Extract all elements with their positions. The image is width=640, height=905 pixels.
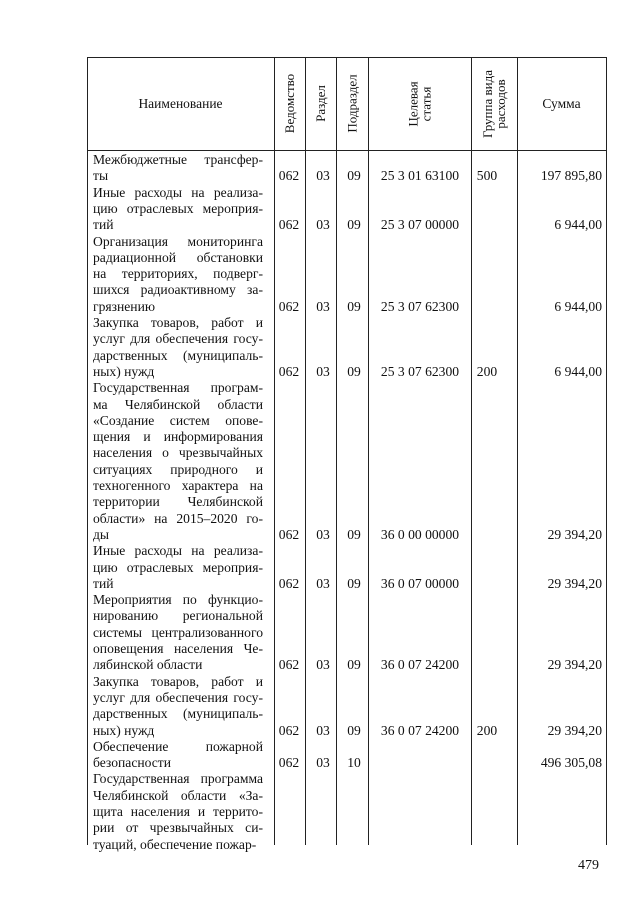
header-razdel [305,57,336,150]
header-cel-line2: статья [418,86,434,121]
row-7-razdel: 03 [316,722,330,738]
col-border-right [606,57,607,845]
row-6-razdel: 03 [316,657,330,673]
row-7-cel: 36 0 07 24200 [380,722,460,738]
row-7-grp: 200 [476,722,498,738]
header-ved [274,57,305,150]
row-5-name-line: тий [93,575,114,591]
row-1-name-line: цию отраслевых мероприя- [93,200,263,216]
row-7-sum: 29 394,20 [547,722,602,738]
row-3-name-line: услуг для обеспечения госу- [93,331,263,347]
row-8-razdel: 03 [316,755,330,771]
header-cel-text [406,81,432,126]
row-7-ved: 062 [278,722,300,738]
row-8-sum: 496 305,08 [540,755,602,771]
row-2-podrazdel: 09 [347,298,361,314]
row-5-razdel: 03 [316,575,330,591]
row-3-name-line: ных) нужд [93,363,155,379]
row-0-name-line: Межбюджетные трансфер- [93,152,263,167]
header-name [87,57,274,150]
row-8-name-line: Обеспечение пожарной [93,738,263,754]
row-4-name-line: «Создание систем опове- [93,412,263,428]
header-podrazdel [336,57,368,150]
header-sum-text: Сумма [542,95,581,111]
row-9-name-line: Челябинской области «За- [93,787,263,803]
row-6-name-line: Мероприятия по функцио- [93,592,263,608]
row-0-ved: 062 [278,168,300,184]
row-4-name-line: области» на 2015–2020 го- [93,510,263,526]
row-3-name-line: Закупка товаров, работ и [93,315,263,330]
row-0-sum: 197 895,80 [540,168,602,184]
header-ved-text: Ведомство [282,73,297,134]
col-border-ved [305,57,306,845]
row-2-ved: 062 [278,298,300,314]
row-0-grp: 500 [476,168,498,184]
row-8-podrazdel: 10 [347,755,361,771]
row-7-name-line: услуг для обеспечения госу- [93,689,263,705]
row-4-name-line: территории Челябинской [93,494,263,510]
row-6-name-line: системы централизованного [93,624,263,640]
row-4-cel: 36 0 00 00000 [380,526,460,542]
row-0-name-line: ты [93,168,109,184]
row-3-ved: 062 [278,363,300,379]
row-6-ved: 062 [278,657,300,673]
row-4-name-line: населения о чрезвычайных [93,445,263,461]
row-6-name-line: лябинской области [93,657,203,673]
row-2-sum: 6 944,00 [554,298,602,314]
row-6-sum: 29 394,20 [547,657,602,673]
row-3-razdel: 03 [316,363,330,379]
row-6-name-line: нированию региональной [93,608,263,624]
row-2-name-line: грязнению [93,298,156,314]
row-2-razdel: 03 [316,298,330,314]
header-razdel-text: Раздел [313,85,328,122]
header-sum [517,57,606,150]
row-2-name-line: шихся радиоактивному за- [93,282,263,298]
row-9-name-line: рии от чрезвычайных си- [93,820,263,836]
row-1-name-line: тий [93,217,114,233]
header-grp-line1: Группа вида [480,69,496,138]
row-7-podrazdel: 09 [347,722,361,738]
header-cel-line1: Целевая [405,80,421,127]
row-1-name-line: Иные расходы на реализа- [93,184,263,200]
row-2-cel: 25 3 07 62300 [380,298,460,314]
row-0-razdel: 03 [316,168,330,184]
header-bottom-border [87,150,606,151]
row-4-name-line: техногенного характера на [93,478,263,493]
col-border-razdel [336,57,337,845]
header-grp [471,57,517,150]
row-2-name-line: на территориях, подверг- [93,266,263,282]
row-4-name-line: ды [93,526,110,542]
row-4-ved: 062 [278,526,300,542]
row-1-podrazdel: 09 [347,217,361,233]
row-5-name-line: цию отраслевых мероприя- [93,559,263,575]
row-7-name-line: дарственных (муниципаль- [93,706,263,722]
row-5-sum: 29 394,20 [547,575,602,591]
header-cel [368,57,471,150]
row-5-name-line: Иные расходы на реализа- [93,543,263,559]
row-3-grp: 200 [476,363,498,379]
row-6-podrazdel: 09 [347,657,361,673]
row-4-name-line: Государственная програм- [93,380,263,396]
row-8-name-line: безопасности [93,755,172,771]
row-7-name-line: Закупка товаров, работ и [93,673,263,689]
row-9-name-line: туаций, обеспечение пожар- [93,836,257,852]
row-5-podrazdel: 09 [347,575,361,591]
row-8-ved: 062 [278,755,300,771]
row-4-sum: 29 394,20 [547,526,602,542]
row-2-name-line: радиационной обстановки [93,249,263,265]
row-0-cel: 25 3 01 63100 [380,168,460,184]
row-3-sum: 6 944,00 [554,363,602,379]
row-1-ved: 062 [278,217,300,233]
row-6-name-line: оповещения населения Че- [93,641,263,656]
header-podrazdel-text: Подраздел [344,74,360,133]
row-9-name-line: Государственная программа [93,771,263,787]
row-7-name-line: ных) нужд [93,722,155,738]
col-border-podrazdel [368,57,369,845]
row-6-cel: 36 0 07 24200 [380,657,460,673]
row-3-name-line: дарственных (муниципаль- [93,347,263,363]
header-grp-text [481,70,507,138]
row-1-cel: 25 3 07 00000 [380,217,460,233]
row-3-cel: 25 3 07 62300 [380,363,460,379]
row-5-cel: 36 0 07 00000 [380,575,460,591]
row-5-ved: 062 [278,575,300,591]
row-9-name-line: щита населения и террито- [93,804,263,819]
page-number: 479 [578,858,599,873]
row-4-podrazdel: 09 [347,526,361,542]
header-grp-line2: расходов [493,78,509,129]
header-name-text: Наименование [138,95,223,111]
row-1-sum: 6 944,00 [554,217,602,233]
row-4-name-line: щения и информирования [93,429,263,445]
row-1-razdel: 03 [316,217,330,233]
row-0-podrazdel: 09 [347,168,361,184]
col-border-left [87,57,88,845]
row-4-name-line: ма Челябинской области [93,396,263,412]
row-4-razdel: 03 [316,526,330,542]
row-4-name-line: ситуациях природного и [93,461,263,477]
row-3-podrazdel: 09 [347,363,361,379]
row-2-name-line: Организация мониторинга [93,233,263,249]
